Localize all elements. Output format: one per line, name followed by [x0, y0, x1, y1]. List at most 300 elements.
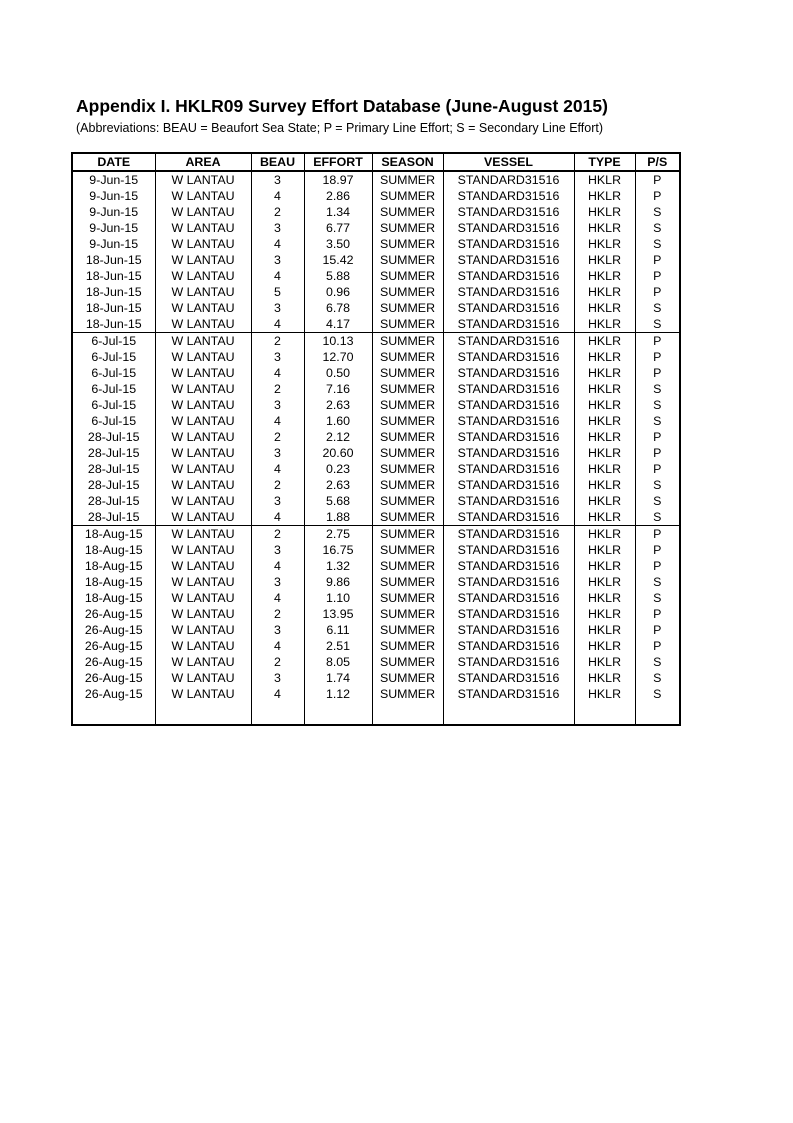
season-cell: SUMMER	[372, 574, 443, 590]
type-cell: HKLR	[574, 622, 635, 638]
ps-cell: S	[635, 590, 679, 606]
ps-cell: S	[635, 236, 679, 252]
beau-cell: 3	[251, 574, 304, 590]
season-cell: SUMMER	[372, 670, 443, 686]
table-row	[73, 590, 679, 606]
beau-cell: 4	[251, 236, 304, 252]
type-cell: HKLR	[574, 461, 635, 477]
type-cell: HKLR	[574, 349, 635, 365]
effort-cell: 1.32	[304, 558, 372, 574]
date-cell: 26-Aug-15	[84, 687, 143, 701]
table-row	[73, 220, 679, 236]
table-row	[73, 429, 679, 445]
effort-cell: 6.11	[304, 622, 372, 638]
date-cell: 6-Jul-15	[91, 382, 137, 396]
beau-cell: 3	[251, 670, 304, 686]
date-cell: 6-Jul-15	[91, 414, 137, 428]
beau-cell: 4	[251, 638, 304, 654]
vessel-cell: STANDARD31516	[443, 349, 574, 365]
effort-cell: 20.60	[304, 445, 372, 461]
season-cell: SUMMER	[372, 477, 443, 493]
effort-cell: 9.86	[304, 574, 372, 590]
beau-cell: 3	[251, 252, 304, 268]
beau-cell: 2	[251, 654, 304, 670]
beau-cell: 3	[251, 171, 304, 188]
season-cell: SUMMER	[372, 654, 443, 670]
area-cell: W LANTAU	[155, 220, 251, 236]
table-row	[73, 686, 679, 702]
season-cell: SUMMER	[372, 622, 443, 638]
area-cell: W LANTAU	[155, 316, 251, 333]
type-cell: HKLR	[574, 493, 635, 509]
table-row	[73, 638, 679, 654]
effort-cell: 1.74	[304, 670, 372, 686]
beau-cell: 3	[251, 493, 304, 509]
column-header-ps: P/S	[635, 154, 679, 171]
ps-cell: P	[635, 333, 679, 350]
type-cell: HKLR	[574, 252, 635, 268]
ps-cell: S	[635, 477, 679, 493]
table-row	[73, 381, 679, 397]
table-row	[73, 558, 679, 574]
column-header-date: DATE	[73, 154, 155, 171]
area-cell: W LANTAU	[155, 268, 251, 284]
area-cell: W LANTAU	[155, 509, 251, 526]
ps-cell: S	[635, 654, 679, 670]
season-cell: SUMMER	[372, 558, 443, 574]
beau-cell: 4	[251, 509, 304, 526]
vessel-cell: STANDARD31516	[443, 638, 574, 654]
season-cell: SUMMER	[372, 365, 443, 381]
area-cell: W LANTAU	[155, 686, 251, 702]
ps-cell: P	[635, 365, 679, 381]
date-cell: 9-Jun-15	[89, 221, 139, 235]
date-cell: 26-Aug-15	[84, 671, 143, 685]
ps-cell: P	[635, 558, 679, 574]
ps-cell: P	[635, 268, 679, 284]
season-cell: SUMMER	[372, 638, 443, 654]
area-cell: W LANTAU	[155, 429, 251, 445]
season-cell: SUMMER	[372, 542, 443, 558]
beau-cell: 4	[251, 558, 304, 574]
vessel-cell: STANDARD31516	[443, 284, 574, 300]
season-cell: SUMMER	[372, 349, 443, 365]
type-cell: HKLR	[574, 413, 635, 429]
beau-cell: 4	[251, 686, 304, 702]
vessel-cell: STANDARD31516	[443, 220, 574, 236]
date-cell: 9-Jun-15	[89, 237, 139, 251]
effort-cell: 2.63	[304, 477, 372, 493]
date-cell: 28-Jul-15	[87, 462, 140, 476]
season-cell: SUMMER	[372, 445, 443, 461]
type-cell: HKLR	[574, 445, 635, 461]
vessel-cell: STANDARD31516	[443, 606, 574, 622]
season-cell: SUMMER	[372, 606, 443, 622]
vessel-cell: STANDARD31516	[443, 542, 574, 558]
table-header-row	[73, 154, 679, 171]
effort-cell: 2.12	[304, 429, 372, 445]
date-cell: 6-Jul-15	[91, 398, 137, 412]
beau-cell: 2	[251, 606, 304, 622]
beau-cell: 2	[251, 429, 304, 445]
area-cell: W LANTAU	[155, 461, 251, 477]
table-row	[73, 526, 679, 543]
effort-cell: 18.97	[304, 171, 372, 188]
beau-cell: 3	[251, 397, 304, 413]
date-cell: 18-Jun-15	[85, 253, 142, 267]
effort-cell: 0.50	[304, 365, 372, 381]
date-cell: 6-Jul-15	[91, 350, 137, 364]
season-cell: SUMMER	[372, 381, 443, 397]
vessel-cell: STANDARD31516	[443, 381, 574, 397]
type-cell: HKLR	[574, 606, 635, 622]
type-cell: HKLR	[574, 204, 635, 220]
type-cell: HKLR	[574, 526, 635, 543]
season-cell: SUMMER	[372, 188, 443, 204]
table-row	[73, 236, 679, 252]
effort-cell: 0.23	[304, 461, 372, 477]
column-header-vessel: VESSEL	[443, 154, 574, 171]
empty-cell	[251, 702, 304, 724]
date-cell: 28-Jul-15	[87, 446, 140, 460]
season-cell: SUMMER	[372, 252, 443, 268]
season-cell: SUMMER	[372, 686, 443, 702]
vessel-cell: STANDARD31516	[443, 526, 574, 543]
effort-cell: 5.88	[304, 268, 372, 284]
ps-cell: P	[635, 461, 679, 477]
ps-cell: S	[635, 397, 679, 413]
effort-cell: 1.12	[304, 686, 372, 702]
date-cell: 9-Jun-15	[89, 173, 139, 187]
empty-cell	[574, 702, 635, 724]
table-row	[73, 509, 679, 526]
type-cell: HKLR	[574, 509, 635, 526]
area-cell: W LANTAU	[155, 622, 251, 638]
effort-cell: 6.77	[304, 220, 372, 236]
season-cell: SUMMER	[372, 316, 443, 333]
ps-cell: S	[635, 300, 679, 316]
vessel-cell: STANDARD31516	[443, 300, 574, 316]
effort-cell: 13.95	[304, 606, 372, 622]
table-row	[73, 397, 679, 413]
survey-effort-table-frame	[71, 152, 681, 726]
vessel-cell: STANDARD31516	[443, 252, 574, 268]
date-cell: 18-Aug-15	[84, 591, 143, 605]
season-cell: SUMMER	[372, 300, 443, 316]
vessel-cell: STANDARD31516	[443, 171, 574, 188]
type-cell: HKLR	[574, 236, 635, 252]
effort-cell: 15.42	[304, 252, 372, 268]
area-cell: W LANTAU	[155, 413, 251, 429]
vessel-cell: STANDARD31516	[443, 461, 574, 477]
area-cell: W LANTAU	[155, 365, 251, 381]
area-cell: W LANTAU	[155, 526, 251, 543]
area-cell: W LANTAU	[155, 284, 251, 300]
season-cell: SUMMER	[372, 284, 443, 300]
season-cell: SUMMER	[372, 236, 443, 252]
table-row	[73, 574, 679, 590]
season-cell: SUMMER	[372, 204, 443, 220]
area-cell: W LANTAU	[155, 670, 251, 686]
table-row	[73, 445, 679, 461]
effort-cell: 16.75	[304, 542, 372, 558]
table-row	[73, 493, 679, 509]
column-header-beau: BEAU	[251, 154, 304, 171]
ps-cell: S	[635, 574, 679, 590]
table-row	[73, 606, 679, 622]
ps-cell: S	[635, 204, 679, 220]
column-header-area: AREA	[155, 154, 251, 171]
season-cell: SUMMER	[372, 429, 443, 445]
area-cell: W LANTAU	[155, 204, 251, 220]
area-cell: W LANTAU	[155, 654, 251, 670]
column-header-type: TYPE	[574, 154, 635, 171]
vessel-cell: STANDARD31516	[443, 670, 574, 686]
beau-cell: 2	[251, 204, 304, 220]
ps-cell: P	[635, 252, 679, 268]
season-cell: SUMMER	[372, 526, 443, 543]
ps-cell: P	[635, 349, 679, 365]
type-cell: HKLR	[574, 654, 635, 670]
empty-cell	[635, 702, 679, 724]
area-cell: W LANTAU	[155, 349, 251, 365]
table-row	[73, 333, 679, 350]
ps-cell: S	[635, 220, 679, 236]
type-cell: HKLR	[574, 365, 635, 381]
area-cell: W LANTAU	[155, 300, 251, 316]
table-row	[73, 477, 679, 493]
effort-cell: 1.10	[304, 590, 372, 606]
type-cell: HKLR	[574, 670, 635, 686]
area-cell: W LANTAU	[155, 252, 251, 268]
vessel-cell: STANDARD31516	[443, 429, 574, 445]
ps-cell: S	[635, 686, 679, 702]
area-cell: W LANTAU	[155, 477, 251, 493]
area-cell: W LANTAU	[155, 590, 251, 606]
ps-cell: P	[635, 542, 679, 558]
season-cell: SUMMER	[372, 397, 443, 413]
type-cell: HKLR	[574, 397, 635, 413]
type-cell: HKLR	[574, 268, 635, 284]
survey-effort-table	[73, 154, 679, 724]
effort-cell: 1.88	[304, 509, 372, 526]
table-row	[73, 670, 679, 686]
vessel-cell: STANDARD31516	[443, 316, 574, 333]
beau-cell: 3	[251, 349, 304, 365]
ps-cell: P	[635, 188, 679, 204]
effort-cell: 1.34	[304, 204, 372, 220]
ps-cell: P	[635, 284, 679, 300]
date-cell: 26-Aug-15	[84, 607, 143, 621]
area-cell: W LANTAU	[155, 574, 251, 590]
season-cell: SUMMER	[372, 590, 443, 606]
ps-cell: P	[635, 638, 679, 654]
beau-cell: 4	[251, 188, 304, 204]
effort-cell: 12.70	[304, 349, 372, 365]
date-cell: 9-Jun-15	[89, 189, 139, 203]
empty-cell	[372, 702, 443, 724]
season-cell: SUMMER	[372, 461, 443, 477]
area-cell: W LANTAU	[155, 171, 251, 188]
type-cell: HKLR	[574, 558, 635, 574]
type-cell: HKLR	[574, 477, 635, 493]
effort-cell: 6.78	[304, 300, 372, 316]
vessel-cell: STANDARD31516	[443, 365, 574, 381]
effort-cell: 7.16	[304, 381, 372, 397]
table-row	[73, 268, 679, 284]
ps-cell: S	[635, 413, 679, 429]
date-cell: 18-Jun-15	[85, 285, 142, 299]
vessel-cell: STANDARD31516	[443, 236, 574, 252]
area-cell: W LANTAU	[155, 236, 251, 252]
effort-cell: 3.50	[304, 236, 372, 252]
column-header-season: SEASON	[372, 154, 443, 171]
vessel-cell: STANDARD31516	[443, 413, 574, 429]
column-header-effort: EFFORT	[304, 154, 372, 171]
effort-cell: 2.75	[304, 526, 372, 543]
beau-cell: 3	[251, 542, 304, 558]
table-row	[73, 461, 679, 477]
ps-cell: P	[635, 606, 679, 622]
vessel-cell: STANDARD31516	[443, 397, 574, 413]
table-row	[73, 654, 679, 670]
empty-cell	[443, 702, 574, 724]
effort-cell: 1.60	[304, 413, 372, 429]
effort-cell: 2.51	[304, 638, 372, 654]
ps-cell: S	[635, 509, 679, 526]
area-cell: W LANTAU	[155, 188, 251, 204]
date-cell: 28-Jul-15	[87, 494, 140, 508]
beau-cell: 4	[251, 365, 304, 381]
ps-cell: S	[635, 493, 679, 509]
area-cell: W LANTAU	[155, 397, 251, 413]
ps-cell: P	[635, 622, 679, 638]
beau-cell: 4	[251, 316, 304, 333]
vessel-cell: STANDARD31516	[443, 622, 574, 638]
vessel-cell: STANDARD31516	[443, 268, 574, 284]
table-row	[73, 316, 679, 333]
page-subtitle: (Abbreviations: BEAU = Beaufort Sea State; P = Primary Line Effort; S = Secondary Line Effort)	[76, 121, 604, 135]
ps-cell: S	[635, 670, 679, 686]
date-cell: 26-Aug-15	[84, 639, 143, 653]
beau-cell: 5	[251, 284, 304, 300]
type-cell: HKLR	[574, 542, 635, 558]
date-cell: 28-Jul-15	[87, 430, 140, 444]
beau-cell: 4	[251, 461, 304, 477]
beau-cell: 3	[251, 622, 304, 638]
ps-cell: P	[635, 171, 679, 188]
vessel-cell: STANDARD31516	[443, 477, 574, 493]
effort-cell: 4.17	[304, 316, 372, 333]
type-cell: HKLR	[574, 381, 635, 397]
beau-cell: 4	[251, 413, 304, 429]
vessel-cell: STANDARD31516	[443, 654, 574, 670]
vessel-cell: STANDARD31516	[443, 204, 574, 220]
date-cell: 9-Jun-15	[89, 205, 139, 219]
beau-cell: 2	[251, 477, 304, 493]
date-cell: 18-Aug-15	[73, 526, 155, 543]
beau-cell: 2	[251, 526, 304, 543]
season-cell: SUMMER	[372, 509, 443, 526]
season-cell: SUMMER	[372, 493, 443, 509]
ps-cell: P	[635, 526, 679, 543]
area-cell: W LANTAU	[155, 542, 251, 558]
date-cell: 26-Aug-15	[84, 623, 143, 637]
effort-cell: 8.05	[304, 654, 372, 670]
vessel-cell: STANDARD31516	[443, 333, 574, 350]
empty-cell	[155, 702, 251, 724]
table-row	[73, 622, 679, 638]
area-cell: W LANTAU	[155, 558, 251, 574]
area-cell: W LANTAU	[155, 333, 251, 350]
beau-cell: 3	[251, 300, 304, 316]
table-spacer-row	[73, 702, 679, 724]
vessel-cell: STANDARD31516	[443, 558, 574, 574]
date-cell: 28-Jul-15	[87, 510, 140, 524]
beau-cell: 4	[251, 590, 304, 606]
empty-cell	[73, 702, 155, 724]
ps-cell: S	[635, 381, 679, 397]
vessel-cell: STANDARD31516	[443, 188, 574, 204]
beau-cell: 3	[251, 220, 304, 236]
season-cell: SUMMER	[372, 333, 443, 350]
vessel-cell: STANDARD31516	[443, 509, 574, 526]
empty-cell	[304, 702, 372, 724]
season-cell: SUMMER	[372, 171, 443, 188]
table-row	[73, 284, 679, 300]
table-row	[73, 171, 679, 188]
date-cell: 18-Jun-15	[85, 317, 142, 331]
effort-cell: 10.13	[304, 333, 372, 350]
ps-cell: S	[635, 316, 679, 333]
beau-cell: 4	[251, 268, 304, 284]
season-cell: SUMMER	[372, 413, 443, 429]
type-cell: HKLR	[574, 686, 635, 702]
season-cell: SUMMER	[372, 268, 443, 284]
effort-cell: 5.68	[304, 493, 372, 509]
area-cell: W LANTAU	[155, 381, 251, 397]
type-cell: HKLR	[574, 220, 635, 236]
vessel-cell: STANDARD31516	[443, 686, 574, 702]
table-row	[73, 365, 679, 381]
beau-cell: 3	[251, 445, 304, 461]
vessel-cell: STANDARD31516	[443, 493, 574, 509]
vessel-cell: STANDARD31516	[443, 574, 574, 590]
vessel-cell: STANDARD31516	[443, 590, 574, 606]
season-cell: SUMMER	[372, 220, 443, 236]
date-cell: 18-Jun-15	[85, 269, 142, 283]
table-row	[73, 413, 679, 429]
table-body	[73, 171, 679, 724]
beau-cell: 2	[251, 333, 304, 350]
area-cell: W LANTAU	[155, 493, 251, 509]
effort-cell: 2.86	[304, 188, 372, 204]
beau-cell: 2	[251, 381, 304, 397]
table-row	[73, 542, 679, 558]
type-cell: HKLR	[574, 284, 635, 300]
table-row	[73, 204, 679, 220]
table-row	[73, 300, 679, 316]
table-row	[73, 349, 679, 365]
type-cell: HKLR	[574, 171, 635, 188]
type-cell: HKLR	[574, 188, 635, 204]
type-cell: HKLR	[574, 574, 635, 590]
date-cell: 6-Jul-15	[91, 366, 137, 380]
type-cell: HKLR	[574, 316, 635, 333]
effort-cell: 0.96	[304, 284, 372, 300]
date-cell: 18-Aug-15	[84, 575, 143, 589]
date-cell: 18-Aug-15	[84, 543, 143, 557]
